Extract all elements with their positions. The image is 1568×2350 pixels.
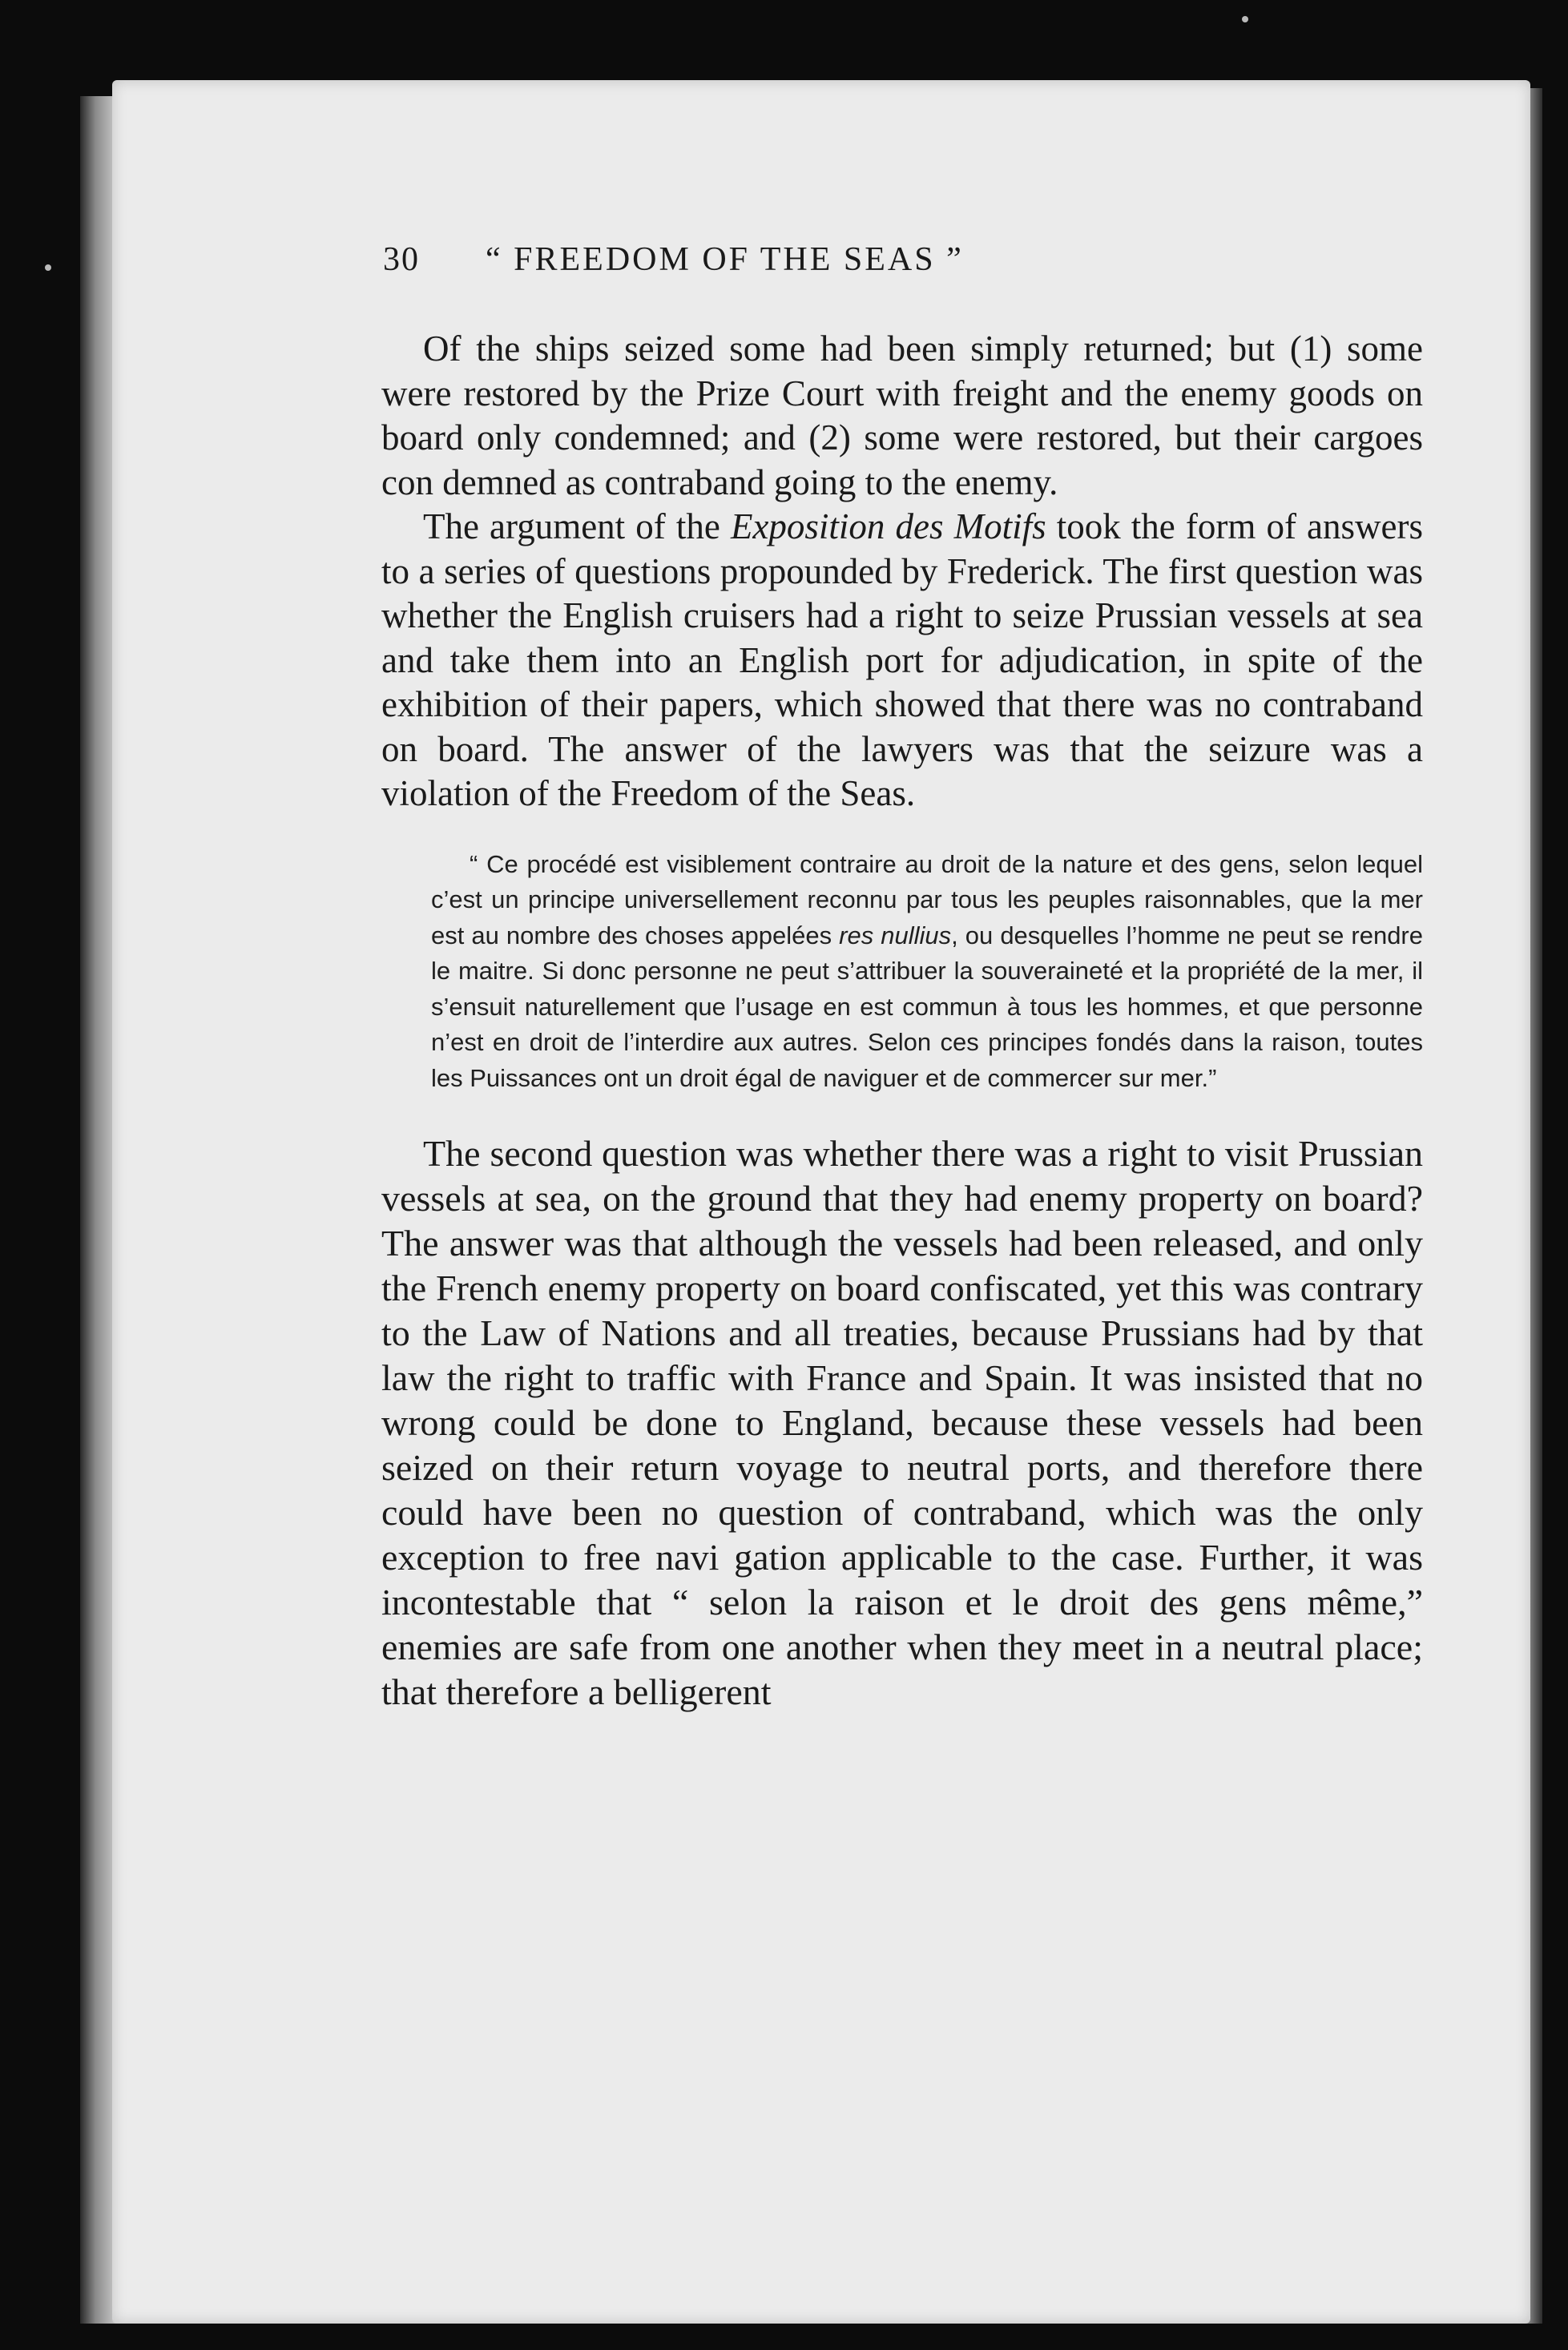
body-text: [381, 327, 1423, 1715]
paragraph-1: Of the ships seized some had been simply returned; but (1) some were restored by the Prize Court with freight and the enemy goods on board only condemned; and (2) some were restored, but their cargoes con demned as contraband going to the enemy.: [381, 329, 1423, 502]
quotation-text-end: , ou desquelles l’homme ne peut se rendre le maitre. Si donc personne ne peut s’attribuer la souveraineté et la propriété de la mer, il s’ensuit naturellement que l’usage en est commun à tous les hommes, et que personne n’est en droit de l’interdire aux autres. Selon ces principes fondés dans la raison, toutes les Puissances ont un droit égal de naviguer et de commercer sur mer.”: [431, 921, 1423, 1092]
paragraph-2-italic-title: Exposition des Motifs: [730, 506, 1046, 546]
quotation-text-start: “ Ce procédé est visiblement contraire au droit de la nature et des gens, selon lequel c’est un principe universellement reconnu par tous les peuples raisonnables, que la mer est au nombre des choses appelées: [431, 849, 1423, 949]
running-title: “ FREEDOM OF THE SEAS ”: [486, 241, 964, 278]
scan-mark: [1242, 16, 1248, 22]
paragraph-2: [381, 505, 1423, 816]
paragraph-3: The second question was whether there was a right to visit Prussian vessels at sea, on the ground that they had enemy property on board? The answer was that although the vessels had been released, and only the French enemy property on board confiscated, yet this was contrary to the Law of Nations and all treaties, because Prussians had by that law the right to traffic with France and Spain. It was insisted that no wrong could be done to England, because these vessels had been seized on their return voyage to neutral ports, and therefore there could have been no question of contraband, which was the only exception to free navi gation applicable to the case. Further, it was incontestable that “ selon la raison et le droit des gens même,” enemies are safe from one another when they meet in a neutral place; that therefore a belligerent: [381, 1133, 1423, 1712]
french-quotation: [431, 847, 1423, 1097]
quotation-italic-term: res nullius: [839, 921, 952, 949]
paragraph-2-text-end: took the form of answers to a series of questions propounded by Frederick. The first question was whether the English cruisers had a right to seize Prussian vessels at sea and take them into an English port for adjudication, in spite of the exhibition of their papers, which showed that there was no contraband on board. The answer of the lawyers was that the seizure was a violation of the Freedom of the Seas.: [381, 506, 1423, 813]
running-head: [383, 240, 1425, 296]
paragraph-2-text-start: The argument of the: [423, 506, 731, 546]
page-number: 30: [383, 241, 420, 278]
scan-mark: [45, 264, 51, 271]
